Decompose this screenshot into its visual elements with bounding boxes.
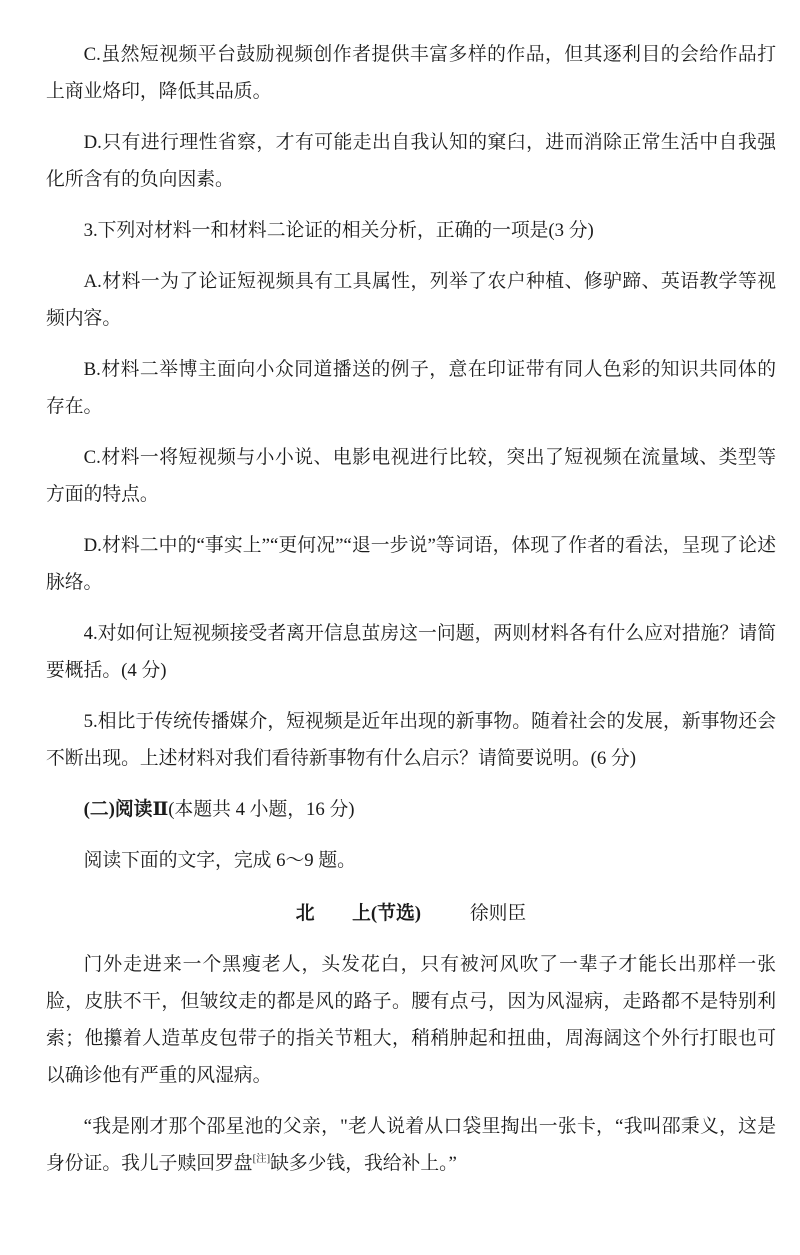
- question-3-choice-a: A.材料一为了论证短视频具有工具属性，列举了农户种植、修驴蹄、英语教学等视频内容。: [46, 271, 776, 329]
- question-3-stem: 3.下列对材料一和材料二论证的相关分析，正确的一项是(3 分): [83, 220, 594, 241]
- section-2-heading: [46, 791, 776, 828]
- section-2-heading-detail: (本题共 4 小题，16 分): [168, 799, 355, 820]
- passage-title-line: [46, 895, 776, 932]
- question-3-choice-d: D.材料二中的“事实上”“更何况”“退一步说”等词语，体现了作者的看法，呈现了论述脉络。: [46, 535, 776, 593]
- question-3-choice-b: B.材料二举博主面向小众同道播送的例子，意在印证带有同人色彩的知识共同体的存在。: [46, 359, 776, 417]
- passage-title: 北 上(节选): [295, 903, 421, 924]
- footnote-marker: [注]: [252, 1153, 271, 1165]
- passage-author: 徐则臣: [469, 903, 527, 924]
- choice-d-carryover-text: D.只有进行理性省察，才有可能走出自我认知的窠臼，进而消除正常生活中自我强化所含有的负向因素。: [46, 132, 776, 190]
- question-4-stem: 4.对如何让短视频接受者离开信息茧房这一问题，两则材料各有什么应对措施？请简要概括。(4 分): [46, 623, 776, 681]
- passage-paragraph-2: [46, 1108, 776, 1182]
- passage-paragraph-2-text-continued: 缺多少钱，我给补上。”: [270, 1153, 457, 1174]
- question-3-choice-c: C.材料一将短视频与小小说、电影电视进行比较，突出了短视频在流量域、类型等方面的特点。: [46, 447, 776, 505]
- passage-paragraph-1: 门外走进来一个黑瘦老人，头发花白，只有被河风吹了一辈子才能长出那样一张脸，皮肤不干，但皱纹走的都是风的路子。腰有点弓，因为风湿病，走路都不是特别利索；他攥着人造革皮包带子的指关节粗大，稍稍肿起和扭曲，周海阔这个外行打眼也可以确诊他有严重的风湿病。: [46, 954, 776, 1086]
- choice-c-carryover-text: C.虽然短视频平台鼓励视频创作者提供丰富多样的作品，但其逐利目的会给作品打上商业烙印，降低其品质。: [46, 44, 776, 102]
- reading-instruction: 阅读下面的文字，完成 6～9 题。: [83, 850, 356, 871]
- question-5-stem: 5.相比于传统传播媒介，短视频是近年出现的新事物。随着社会的发展，新事物还会不断出现。上述材料对我们看待新事物有什么启示？请简要说明。(6 分): [46, 711, 776, 769]
- section-2-heading-label: (二)阅读Ⅱ: [83, 799, 169, 820]
- passage-paragraph-2-text: “我是刚才那个邵星池的父亲，"老人说着从口袋里掏出一张卡，“我叫邵秉义，这是身份证。我儿子赎回罗盘: [46, 1116, 776, 1174]
